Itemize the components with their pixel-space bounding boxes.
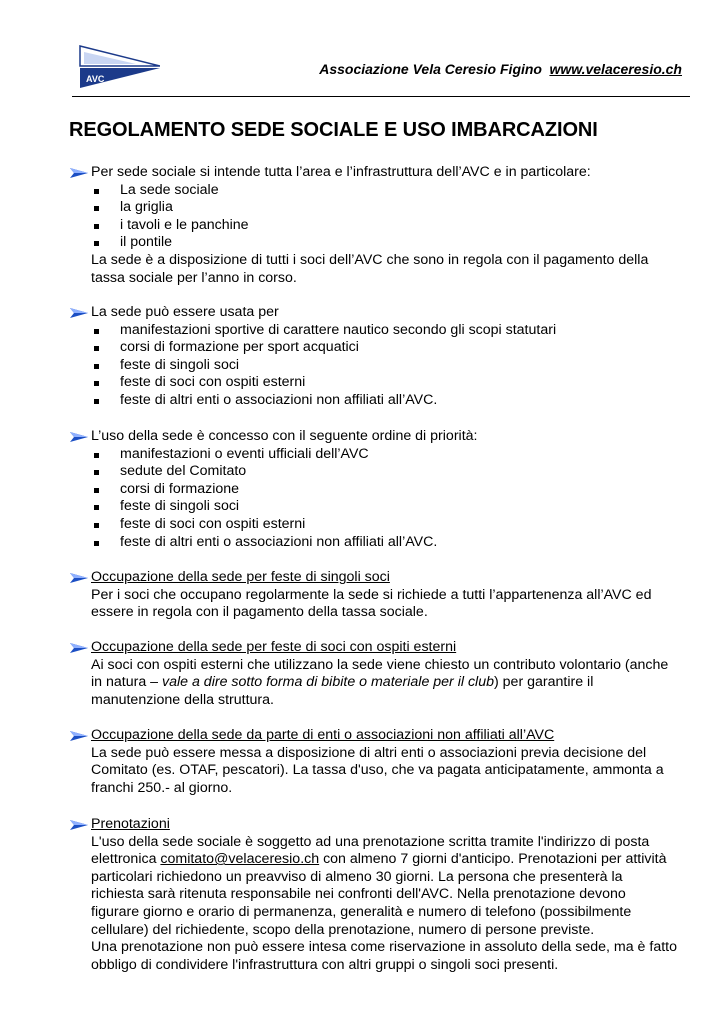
section-enti-esterni (70, 727, 680, 797)
list-item: i tavoli e le panchine (70, 217, 680, 235)
page-header (72, 40, 690, 97)
section-heading: Occupazione della sede per feste di soci con ospiti esterni (91, 639, 457, 655)
section-singoli-soci (70, 569, 680, 622)
list-item: feste di soci con ospiti esterni (70, 374, 680, 392)
arrow-bullet-icon (70, 432, 88, 442)
list-item: feste di singoli soci (70, 498, 680, 516)
list-item: manifestazioni sportive di carattere nautico secondo gli scopi statutari (70, 322, 680, 340)
square-bullet-icon (94, 189, 99, 194)
square-bullet-icon (94, 381, 99, 386)
section-lead: L’uso della sede è concesso con il seguente ordine di priorità: (91, 428, 478, 444)
section-paragraph: Per i soci che occupano regolarmente la sede si richiede a tutti l’appartenenza all’AVC ed essere in regola con il pagamento della tassa sociale. (91, 586, 652, 621)
section-lead: Per sede sociale si intende tutta l’area e l’infrastruttura dell’AVC e in particolare: (91, 164, 591, 180)
square-bullet-icon (94, 329, 99, 334)
square-bullet-icon (94, 241, 99, 246)
list-item: il pontile (70, 234, 680, 252)
section-lead: La sede può essere usata per (91, 304, 279, 320)
list-item: manifestazioni o eventi ufficiali dell’AVC (70, 446, 680, 464)
section-heading: Prenotazioni (91, 816, 170, 832)
list-item: corsi di formazione (70, 481, 680, 499)
square-bullet-icon (94, 470, 99, 475)
list-item: feste di altri enti o associazioni non affiliati all’AVC. (70, 392, 680, 410)
section-usi-sede (70, 304, 680, 410)
section-heading: Occupazione della sede da parte di enti o associazioni non affiliati all’AVC (91, 727, 555, 743)
section-ospiti-esterni (70, 639, 680, 709)
list-item: la griglia (70, 199, 680, 217)
arrow-bullet-icon (70, 643, 88, 653)
section-paragraph: Ai soci con ospiti esterni che utilizzano la sede viene chiesto un contributo volontario (anche in natura – vale a dire sotto forma di bibite o materiale per il club) per garantire il manutenzione della struttura. (91, 656, 669, 708)
arrow-bullet-icon (70, 308, 88, 318)
square-bullet-icon (94, 488, 99, 493)
square-bullet-icon (94, 541, 99, 546)
list-item: feste di soci con ospiti esterni (70, 516, 680, 534)
list-item: feste di singoli soci (70, 357, 680, 375)
section-heading: Occupazione della sede per feste di singoli soci (91, 569, 390, 585)
list-item: corsi di formazione per sport acquatici (70, 339, 680, 357)
arrow-bullet-icon (70, 573, 88, 583)
svg-text:AVC: AVC (86, 74, 105, 84)
section-prenotazioni (70, 816, 680, 974)
square-bullet-icon (94, 453, 99, 458)
square-bullet-icon (94, 346, 99, 351)
list-item: La sede sociale (70, 182, 680, 200)
section-paragraph: La sede è a disposizione di tutti i soci dell’AVC che sono in regola con il pagamento della tassa sociale per l’anno in corso. (91, 251, 649, 286)
square-bullet-icon (94, 523, 99, 528)
arrow-bullet-icon (70, 731, 88, 741)
square-bullet-icon (94, 364, 99, 369)
website-link[interactable]: www.velaceresio.ch (549, 61, 682, 77)
section-sede-sociale (70, 164, 680, 287)
list-item: sedute del Comitato (70, 463, 680, 481)
section-paragraph: L'uso della sede sociale è soggetto ad una prenotazione scritta tramite l'indirizzo di posta elettronica comitato@velaceresio.ch con almeno 7 giorni d'anticipo. Prenotazioni per attività particolari richiedono un preavviso di almeno 30 giorni. La persona che presenterà la richiesta sarà ritenuta responsabile nei confronti dell'AVC. Nella prenotazione devono figurare giorno e orario di permanenza, generalità e numero di telefono (possibilmente cellulare) del richiedente, scopo della prenotazione, numero di persone previste. Una prenotazione non può essere intesa come riservazione in assoluto della sede, ma è fatto obbligo di condividere l'infrastruttura con altri gruppi o singoli soci presenti. (91, 833, 677, 973)
email-link[interactable]: comitato@velaceresio.ch (160, 851, 320, 868)
page-title: REGOLAMENTO SEDE SOCIALE E USO IMBARCAZIONI (69, 119, 598, 141)
organization-name: Associazione Vela Ceresio Figino (319, 61, 542, 77)
arrow-bullet-icon (70, 168, 88, 178)
square-bullet-icon (94, 224, 99, 229)
section-priorita (70, 428, 680, 551)
square-bullet-icon (94, 206, 99, 211)
avc-logo (76, 42, 160, 90)
list-item: feste di altri enti o associazioni non affiliati all’AVC. (70, 534, 680, 552)
square-bullet-icon (94, 399, 99, 404)
section-paragraph: La sede può essere messa a disposizione di altri enti o associazioni previa decisione del Comitato (es. OTAF, pescatori). La tassa d'uso, che va pagata anticipatamente, ammonta a franchi 250.- al giorno. (91, 744, 664, 796)
arrow-bullet-icon (70, 820, 88, 830)
square-bullet-icon (94, 505, 99, 510)
